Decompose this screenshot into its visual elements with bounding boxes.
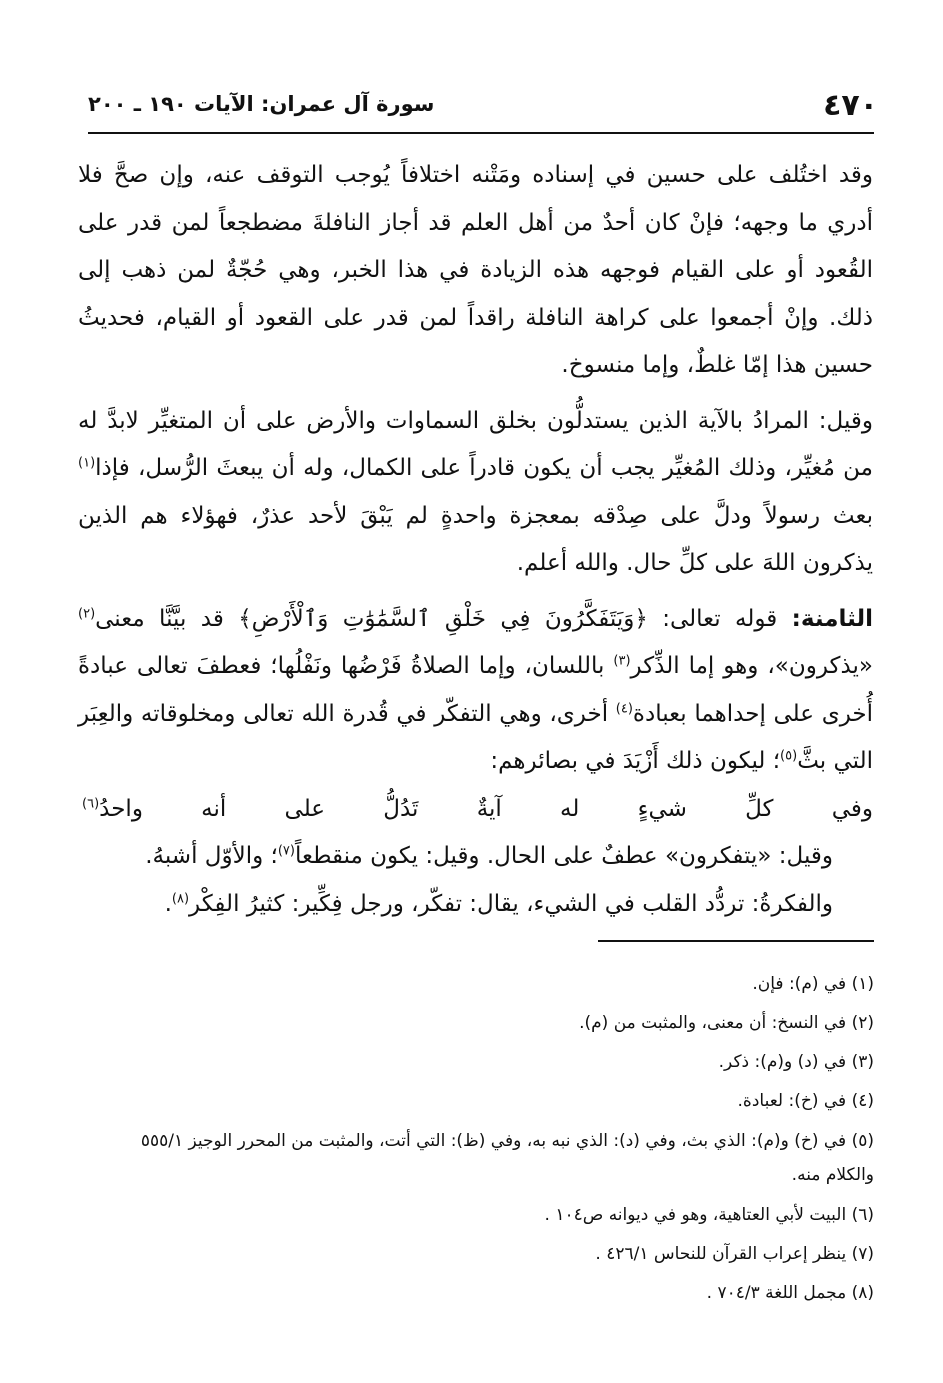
paragraph-4-text-a: وقيل: «يتفكرون» عطفٌ على الحال. وقيل: يكون منقطعاً	[294, 843, 833, 869]
footnote-ref-4: (٤)	[615, 700, 633, 716]
paragraph-2-text-b: بعث رسولاً ودلَّ على صِدْقه بمعجزة واحدةٍ لم يَبْقَ لأحد عذرٌ، فهؤلاء هم الذين يذكرون اللهَ على كلِّ حال. والله أعلم.	[78, 502, 873, 576]
paragraph-5	[78, 881, 873, 929]
footnote-ref-5: (٥)	[780, 748, 798, 764]
footnote-3: (٣) في (د) و(م): ذكر.	[718, 1052, 874, 1072]
footnote-ref-1: (١)	[78, 455, 96, 471]
paragraph-3-text-c: باللسان، وإما الصلاةُ فَرْضُها ونَفْلُها؛ فعطفَ تعالى عبادةً أُخرى على إحداهما بعبادة	[78, 653, 873, 727]
footnote-4: (٤) في (خ): لعبادة.	[737, 1091, 874, 1111]
footnote-5: (٥) في (خ) و(م): الذي بث، وفي (د): الذي نبه به، وفي (ظ): التي أتت، والمثبت من المحرر الوجيز ٥٥٥/١ والكلام منه.	[140, 1131, 874, 1185]
paragraph-1-text: وقد اختُلف على حسين في إسناده ومَتْنه اختلافاً يُوجب التوقف عنه، وإن صحَّ فلا أدري ما وجهه؛ فإنْ كان أحدٌ من أهل العلم قد أجاز النافلةَ مضطجعاً لمن قدر على القُعود أو على القيام فوجهه هذه الزيادة في هذا الخبر، وهي حُجّةٌ لمن ذهب إلى ذلك. وإنْ أجمعوا على كراهة النافلة راقداً لمن قدر على القعود أو القيام، فحديثُ حسين هذا إمّا غلطٌ، وإما منسوخ.	[78, 162, 873, 378]
header-rule	[88, 132, 874, 134]
paragraph-2	[78, 398, 873, 588]
paragraph-3-text-a: قوله تعالى: ﴿وَيَتَفَكَّرُونَ فِي خَلْقِ ٱلسَّمَٰوَٰتِ وَٱلْأَرْضِ﴾ قد بيَّنَّا معنى	[95, 605, 792, 632]
verse-text: وفي كلِّ شيءٍ له آيةٌ تَدُلُّ على أنه واحدُ	[99, 795, 873, 822]
paragraph-5-text: والفكرةُ: تردُّد القلب في الشيء، يقال: تفكّر، ورجل فِكِّير: كثيرُ الفِكْر	[189, 890, 833, 917]
footnote-rule	[598, 940, 874, 942]
poetry-verse	[78, 786, 873, 834]
footnote-ref-2: (٢)	[78, 605, 96, 621]
footnote-2: (٢) في النسخ: أن معنى، والمثبت من (م).	[579, 1013, 874, 1033]
footnote-1: (١) في (م): فإن.	[752, 974, 874, 994]
footnote-ref-7: (٧)	[277, 843, 295, 859]
paragraph-4	[78, 833, 873, 881]
paragraph-2-text-a: وقيل: المرادُ بالآية الذين يستدلُّون بخلق السماوات والأرض على أن المتغيِّر لابدَّ له من مُغيِّر، وذلك المُغيِّر يجب أن يكون قادراً على الكمال، وله أن يبعثَ الرُّسل، فإذا	[78, 407, 873, 481]
paragraph-5-end: .	[164, 890, 172, 917]
footnote-6: (٦) البيت لأبي العتاهية، وهو في ديوانه ص١٠٤ .	[544, 1205, 874, 1225]
section-lead: الثامنة:	[791, 605, 873, 632]
paragraph-3-text-e: ؛ ليكون ذلك أَزْيَدَ في بصائرهم:	[490, 748, 781, 774]
paragraph-3-text-d: أخرى، وهي التفكّر في قُدرة الله تعالى ومخلوقاته والعِبَر التي بثَّ	[78, 700, 873, 774]
page-header	[88, 88, 878, 128]
paragraph-3-text-b: «يذكرون»، وهو إما الذِّكر	[630, 653, 874, 679]
paragraph-4-text-b: ؛ والأوّل أشبهُ.	[145, 843, 278, 869]
paragraph-1	[78, 152, 873, 390]
page-number: ٤٧٠	[823, 88, 878, 123]
footnote-8: (٨) مجمل اللغة ٧٠٤/٣ .	[706, 1283, 874, 1303]
main-text	[78, 152, 873, 928]
footnote-ref-6: (٦)	[82, 795, 100, 811]
footnotes	[88, 968, 874, 1316]
footnote-7: (٧) ينظر إعراب القرآن للنحاس ٤٢٦/١ .	[595, 1244, 874, 1264]
footnote-ref-8: (٨)	[171, 890, 190, 906]
footnote-ref-3: (٣)	[613, 653, 631, 669]
paragraph-3	[78, 596, 873, 786]
running-head: سورة آل عمران: الآيات ١٩٠ ـ ٢٠٠	[88, 92, 435, 116]
